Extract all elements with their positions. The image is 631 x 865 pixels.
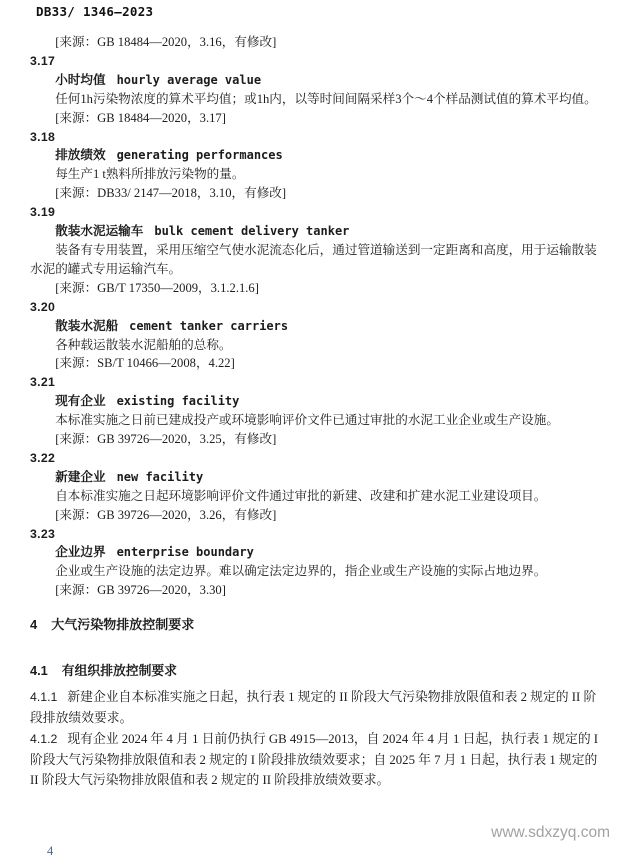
term-entry-3-18 (30, 128, 602, 204)
term-entry-3-21 (30, 373, 602, 449)
term-chinese: 新建企业 (55, 469, 106, 484)
term-entry-3-20 (30, 298, 602, 374)
term-chinese: 企业边界 (55, 545, 106, 560)
term-definition: 本标准实施之日前已建成投产或环境影响评价文件已通过审批的水泥工业企业或生产设施。 (55, 413, 559, 428)
term-english: new facility (116, 469, 204, 484)
source-note: [来源：GB 18484—2020，3.16，有修改] (55, 35, 277, 49)
term-title (30, 317, 602, 336)
term-chinese: 现有企业 (55, 394, 106, 409)
clause-paragraph-4-1-2 (30, 729, 602, 791)
term-definition: 每生产1 t熟料所排放污染物的量。 (55, 167, 245, 182)
term-chinese: 小时均值 (55, 72, 106, 87)
term-definition: 自本标准实施之日起环境影响评价文件通过审批的新建、改建和扩建水泥工业建设项目。 (55, 488, 547, 503)
term-chinese: 散装水泥船 (55, 318, 119, 333)
term-entry-3-23 (30, 525, 602, 601)
page-number: 4 (47, 844, 54, 858)
term-number: 3.21 (30, 375, 56, 390)
term-chinese: 排放绩效 (55, 148, 106, 163)
document-body (30, 33, 602, 791)
source-note: [来源：GB 39726—2020，3.26，有修改] (55, 507, 277, 522)
source-note: [来源：GB 39726—2020，3.30] (55, 583, 226, 598)
term-title (30, 222, 602, 241)
source-note: [来源：GB/T 17350—2009，3.1.2.1.6] (55, 280, 259, 295)
term-english: bulk cement delivery tanker (154, 224, 350, 239)
paragraph-text: 新建企业自本标准实施之日起，执行表 1 规定的 II 阶段大气污染物排放限值和表 2 规定的 II 阶段排放绩效要求。 (30, 690, 597, 725)
term-english: cement tanker carriers (129, 318, 289, 333)
paragraph-text: 现有企业 2024 年 4 月 1 日前仍执行 GB 4915—2013，自 2024 年 4 月 1 日起，执行表 1 规定的 I 阶段大气污染物排放限值和表 2 规定的 I 阶段排放绩效要求；自 2025 年 7 月 1 日起，执行表 1 规定的 II 阶段大气污染物排放限值和表 2 规定的 II 阶段排放绩效要求。 (30, 731, 599, 788)
term-number: 3.17 (30, 53, 56, 68)
term-english: generating performances (116, 148, 283, 163)
term-entry-3-19 (30, 203, 602, 298)
clause-title: 大气污染物排放控制要求 (51, 617, 195, 633)
clause-4-1-heading (30, 661, 602, 680)
term-number: 3.20 (30, 299, 56, 314)
document-code: DB33/ 1346—2023 (36, 4, 154, 19)
term-number: 3.22 (30, 450, 56, 465)
term-title (30, 146, 602, 165)
term-entry-3-22 (30, 449, 602, 525)
clause-number: 4 (30, 617, 38, 633)
paragraph-number: 4.1.1 (30, 690, 58, 705)
clause-paragraph-4-1-1 (30, 687, 602, 729)
term-definition: 各种载运散装水泥船舶的总称。 (55, 337, 232, 352)
source-note: [来源：GB 39726—2020，3.25，有修改] (55, 432, 277, 447)
source-note: [来源：SB/T 10466—2008，4.22] (55, 356, 235, 371)
term-english: enterprise boundary (116, 545, 254, 560)
paragraph-number: 4.1.2 (30, 731, 58, 746)
term-title (30, 543, 602, 562)
term-definition: 装备有专用装置，采用压缩空气使水泥流态化后，通过管道输送到一定距离和高度，用于运输散装水泥的罐式专用运输汽车。 (30, 242, 597, 276)
term-number: 3.18 (30, 129, 56, 144)
term-english: hourly average value (116, 72, 262, 87)
term-title (30, 468, 602, 487)
term-number: 3.19 (30, 205, 56, 220)
source-note: [来源：DB33/ 2147—2018，3.10，有修改] (55, 186, 287, 201)
watermark-url: www.sdxzyq.com (491, 824, 610, 841)
term-english: existing facility (116, 394, 240, 409)
clause-title: 有组织排放控制要求 (61, 663, 177, 679)
term-title (30, 71, 602, 90)
term-definition: 企业或生产设施的法定边界。难以确定法定边界的，指企业或生产设施的实际占地边界。 (55, 564, 547, 579)
clause-4-heading (30, 615, 602, 634)
clause-number: 4.1 (30, 663, 48, 679)
source-note: [来源：GB 18484—2020，3.17] (55, 110, 226, 125)
term-title (30, 392, 602, 411)
term-definition: 任何1h污染物浓度的算术平均值；或1h内，以等时间间隔采样3个～4个样品测试值的算术平均值。 (55, 91, 597, 106)
term-chinese: 散装水泥运输车 (55, 224, 144, 239)
term-entry-3-17 (30, 52, 602, 128)
term-number: 3.23 (30, 526, 56, 541)
